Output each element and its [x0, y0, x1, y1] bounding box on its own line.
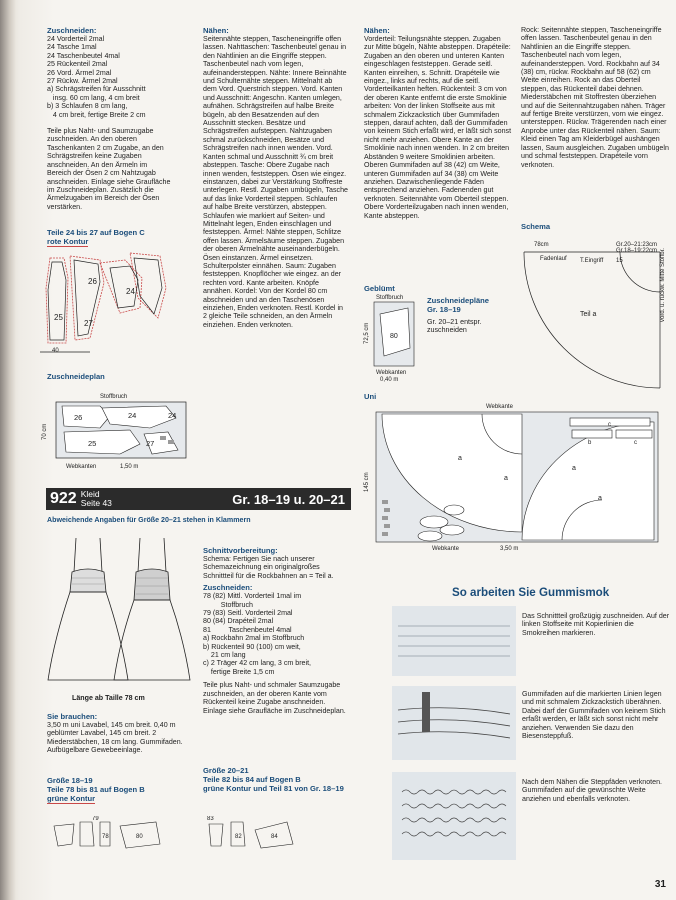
- zuschneideplaene-block: [427, 296, 512, 335]
- sie-brauchen-block: [47, 712, 187, 755]
- svg-text:78: 78: [102, 834, 109, 840]
- zuschneiden-heading: Zuschneiden:: [47, 26, 97, 35]
- smok-lines-3: [392, 772, 516, 860]
- schnittvorbereitung-block: [203, 546, 349, 718]
- naehen-block-2: [364, 26, 512, 220]
- svg-text:80: 80: [136, 834, 143, 840]
- zuschneideplaene-text: Gr. 20–21 entspr. zuschneiden: [427, 318, 482, 335]
- svg-text:24: 24: [126, 287, 135, 296]
- gebluemt-block: [364, 284, 424, 293]
- gebluemt-heading: Geblümt: [364, 284, 395, 293]
- smok-lines-2: [392, 686, 516, 760]
- model-number: 922: [50, 490, 77, 507]
- model-banner: [46, 488, 351, 510]
- abweichende-note: Abweichende Angaben für Größe 20–21 stehen in Klammern: [47, 516, 251, 524]
- zuschneideplan-heading-block: [47, 372, 167, 381]
- naehen-heading-1: Nähen:: [203, 26, 229, 35]
- svg-text:Gr.20–21:23cm: Gr.20–21:23cm: [616, 242, 658, 248]
- teil-heading-block: [47, 228, 177, 247]
- rote-kontur-label: rote Kontur: [47, 237, 89, 246]
- svg-text:a: a: [504, 475, 508, 482]
- naehen-text-2: Vorderteil: Teilungsnähte steppen. Zugaben zur Mitte bügeln, Nähte absteppen. Drapéteile: Zugaben an den oberen und unteren Kanten eingeschlagen feststeppen. Gerade seitl. Kanten einreihen, s. Schnitt. Drapéteile wie eingez., links auf rechts, auf die seitl. Vorderteilkanten heften. Rückenteil: 3 cm von der oberen Kante entfernt die erste Smoklinie arbeiten: Von der linken Stoffseite aus mit schmalem Zickzackstich über Gummifaden steppen, darauf achten, daß der Gummifaden von keinem Stich erfaßt wird, er läßt sich sonst nicht mehr anziehen. Obere Kante an der Smoklinie nach innen wenden. In 2 cm breiten Abständen 9 weitere Smoklinien arbeiten. Oberen Gummifaden auf 38 (42) cm Weite, unteren Gummifaden auf 34 (38) cm Weite anziehen. Dazwischenliegende Fäden entsprechend anziehen. Fadenenden gut verknoten. Seitennähte vom Oberteil steppen. Obere Vorderteilzugaben nach innen wenden, Kante absteppen.: [364, 35, 512, 220]
- svg-text:78cm: 78cm: [534, 242, 549, 248]
- uni-cutting-diagram: [362, 400, 662, 556]
- groesse-20-21-teil: Teile 82 bis 84 auf Bogen B: [203, 775, 301, 784]
- svg-text:a: a: [598, 495, 602, 502]
- schema-block: [521, 222, 581, 231]
- svg-text:vord. u. rückw. Mitte Stoffbr.: vord. u. rückw. Mitte Stoffbr.: [660, 248, 666, 322]
- small-pattern-pieces-1: [50, 816, 190, 854]
- zuschneiden-block: [47, 26, 173, 214]
- zuschneiden-heading-2: Zuschneiden:: [203, 583, 253, 593]
- naht-text-2: Teile plus Naht- und schmaler Saumzugabe zuschneiden, an der oberen Kante vom Rückenteil keine Zugabe anschneiden. Einlage siehe Graufläche im Zuschneideplan.: [203, 681, 346, 715]
- svg-text:Gr.18–19:22cm: Gr.18–19:22cm: [616, 248, 658, 254]
- svg-text:3,50 m: 3,50 m: [500, 546, 519, 552]
- svg-text:80: 80: [390, 333, 398, 340]
- gruene-kontur-label-1: grüne Kontur: [47, 794, 96, 803]
- schema-diagram: [520, 232, 672, 392]
- svg-text:Webkanten: Webkanten: [66, 464, 97, 470]
- rock-block: [521, 26, 669, 169]
- page-spine: [0, 0, 16, 900]
- svg-text:24: 24: [128, 411, 137, 420]
- svg-text:84: 84: [271, 834, 278, 840]
- svg-text:0,40 m: 0,40 m: [380, 377, 399, 382]
- gummismok-heading: So arbeiten Sie Gummismok: [452, 586, 610, 599]
- svg-text:40: 40: [52, 348, 59, 354]
- naht-text: Teile plus Naht- und Saumzugabe zuschneiden. An den oberen Taschenkanten 2 cm Zugabe, an den Schrägstreifen keine Zugaben anschneiden. An den Ärmeln im Bereich der Ösen 2 cm Nahtzugab anschneiden. Einlage siehe Graufläche im Zuschneideplan. Zusätzlich die Ärmelzugaben im Bereich der Ösen verstärken.: [47, 127, 171, 211]
- gummismok-step3-text: Nach dem Nähen die Steppfäden verknoten. Gummifaden auf die gewünschte Weite anziehen und ebenfalls verknoten.: [522, 778, 662, 803]
- svg-text:70 cm: 70 cm: [42, 423, 48, 440]
- zuschneideplan-diagram: [40, 388, 190, 472]
- svg-text:79: 79: [92, 816, 99, 822]
- svg-text:27: 27: [84, 319, 93, 328]
- sie-brauchen-heading: Sie brauchen:: [47, 712, 98, 721]
- svg-text:1,50 m: 1,50 m: [120, 464, 139, 470]
- gruene-kontur-label-2: grüne Kontur und Teil 81 von Gr. 18–19: [203, 784, 344, 793]
- naehen-block-1: [203, 26, 348, 329]
- svg-text:T.Eingriff: T.Eingriff: [580, 258, 604, 264]
- svg-text:b: b: [588, 440, 592, 446]
- model-page-ref: Seite 43: [80, 498, 112, 508]
- svg-text:24: 24: [168, 411, 177, 420]
- svg-text:Fadenlauf: Fadenlauf: [540, 256, 567, 262]
- svg-text:Webkanten: Webkanten: [376, 370, 407, 376]
- svg-text:a: a: [572, 465, 576, 472]
- svg-text:26: 26: [88, 277, 97, 286]
- rock-text: Rock: Seitennähte steppen, Tascheneingriffe offen lassen. Taschenbeutel genau in den Nahtlinien an die Eingriffe steppen. Taschenbeutel nach vorn legen, aufeinandersteppen. Vord. Rockbahn auf 34 (38) cm, rückw. Rockbahn auf 58 (62) cm Weite einreihen. Rock an das Oberteil steppen, das Rückenteil dabei dehnen. Miederstäbchen mit Stoffresten überziehen und auf die Seitennahtzugaben nähen. Träger auf fertige Breite verstürzen, vorn wie eingez. untersteppen. Rückw. Trägerenden nach einer Anprobe unter das Rückenteil nähen. Saum: Kleid einen Tag am Kleiderbügel aushängen lassen, Saum ausgleichen. Zugaben umbügeln und schmal feststeppen. Drapéteile vorn verknoten.: [521, 26, 669, 169]
- svg-text:15: 15: [616, 258, 623, 264]
- gummismok-step1-text: Das Schnittteil großzügig zuschneiden. Auf der linken Stoffseite mit Kopierlinien die Smokreihen markieren.: [522, 612, 670, 637]
- model-sizes: Gr. 18–19 u. 20–21: [232, 491, 345, 507]
- svg-text:25: 25: [54, 313, 63, 322]
- gummismok-step2-text: Gummifaden auf die markierten Linien legen und mit schmalem Zickzackstich überähnen. Dabei darf der Gummifaden von keinem Stich erfaßt werden, er läßt sich sonst nicht mehr anziehen. Verwenden Sie dazu den Biesensteppfuß.: [522, 690, 666, 741]
- sie-brauchen-text: 3,50 m uni Lavabel, 145 cm breit. 0,40 m geblümter Lavabel, 145 cm breit. 2 Miederstäbchen, 18 cm lang. Gummifaden. Aufbügelbare Gewebeeinlage.: [47, 721, 183, 755]
- groesse-20-21-heading: Größe 20–21: [203, 766, 249, 775]
- groesse-18-19-teil: Teile 78 bis 81 auf Bogen B: [47, 785, 145, 794]
- svg-text:c: c: [634, 440, 637, 446]
- svg-text:26: 26: [74, 413, 83, 422]
- page-number: 31: [654, 879, 666, 890]
- naehen-text-1: Seitennähte steppen, Tascheneingriffe offen lassen. Nahttaschen: Taschenbeutel genau in den Nahtlinien an die Eingriffe steppen. Taschenbeutel nach vorn legen, aufeinandersteppen. Nähte: Innere Beinnähte und Schulternähte steppen. Mittelnaht ab dem Vord. Querstrich steppen. Vord. Kanten und Ausschnitt: Angeschn. Kanten umlegen, aufnähen. Schrägstreifen auf halbe Breite bügeln, ab den Besatzenden auf den Ausschnitt stecken. Besätze und Schrägstreifen aufsteppen. Nahtzugaben schmal zurückschneiden, Besätze und Schrägstreifen nach innen wenden. Vord. Kanten schmal und Ausschnitt ¾ cm breit absteppen. Tasche: Obere Zugabe nach innen wenden, feststeppen. Ösen wie eingez. einstanzen, dabei zur Verstärkung Stoffreste unterlegen. Restl. Zugaben umbügeln, Tasche auf das linke Vorderteil steppen. Schlaufen auf halbe Breite verstürzen, absteppen. Schlaufen wie markiert auf Seiten- und Mittelnaht legen, Enden einschlagen und feststeppen. Ärmel: Nähte steppen, Schlitze offen lassen. Ärmelsäume steppen. Zugaben der oberen Ärmelnähte auseinanderbügeln. Ösen einstanzen. Ärmel einsetzen. Schulterpolster einnähen. Saum: Zugaben feststeppen. Knopflöcher wie eingez. an der rechten vord. Kante arbeiten. Knöpfe annähen. Kordel: Von der Kordel 80 cm abschneiden und an den Taschenösen einziehen, Enden verknoten. Restl. Kordel in 2 gleiche Teile schneiden, an den Ärmeln einziehen. Enden verknoten.: [203, 35, 348, 329]
- zuschneideplan-heading: Zuschneideplan: [47, 372, 105, 381]
- schnitt-pattern-diagram: [30, 248, 180, 358]
- groesse-18-19-heading: Größe 18–19: [47, 776, 93, 785]
- svg-text:Teil a: Teil a: [580, 311, 597, 318]
- groesse-20-21-block: [203, 766, 349, 793]
- zuschneiden-list-2: 78 (82) Mittl. Vorderteil 1mal im Stoffbruch 79 (83) Seitl. Vorderteil 2mal 80 (84) Drapéteil 2mal 81 Taschenbeutel 4mal a) Rockbahn 2mal im Stoffbruch b) Rückenteil 90 (100) cm weit, 21 cm lang c) 2 Träger 42 cm lang, 3 cm breit, fertige Breite 1,5 cm: [203, 592, 312, 676]
- svg-text:Webkante: Webkante: [486, 404, 513, 410]
- stoffbruch-label-1: Stoffbruch: [100, 394, 128, 400]
- smok-lines-1: [392, 606, 516, 676]
- zuschneiden-list: 24 Vorderteil 2mal 24 Tasche 1mal 24 Taschenbeutel 4mal 25 Rückenteil 2mal 26 Vord. Ärmel 2mal 27 Rückw. Ärmel 2mal a) Schrägstreifen für Ausschnitt insg. 60 cm lang, 4 cm breit b) 3 Schlaufen 8 cm lang, 4 cm breit, fertige Breite 2 cm: [47, 35, 146, 119]
- dress-illustration: [44, 530, 194, 690]
- naehen-heading-2: Nähen:: [364, 26, 390, 35]
- small-pattern-pieces-2: [205, 816, 345, 854]
- svg-text:145 cm: 145 cm: [364, 472, 370, 492]
- svg-text:Stoffbruch: Stoffbruch: [376, 295, 404, 301]
- model-title: Kleid: [80, 489, 100, 499]
- svg-text:27: 27: [146, 439, 155, 448]
- svg-text:72,5 cm: 72,5 cm: [364, 322, 370, 344]
- groesse-18-19-block: [47, 776, 187, 804]
- schema-heading: Schema: [521, 222, 551, 231]
- zuschneideplaene-subheading: Gr. 18–19: [427, 305, 461, 314]
- uni-heading: Uni: [364, 392, 377, 401]
- schnittvorbereitung-text: Schema: Fertigen Sie nach unserer Schemazeichnung ein originalgroßes Schnittteil für die Rockbahnen an = Teil a.: [203, 555, 334, 580]
- teil-24-27-heading: Teile 24 bis 27 auf Bogen C: [47, 228, 145, 237]
- laenge-label: Länge ab Taille 78 cm: [72, 694, 145, 702]
- svg-text:a: a: [458, 455, 462, 462]
- svg-text:83: 83: [207, 816, 214, 822]
- svg-text:25: 25: [88, 439, 97, 448]
- zuschneideplaene-heading: Zuschneidepläne: [427, 296, 490, 305]
- schnittvorbereitung-heading: Schnittvorbereitung:: [203, 546, 278, 555]
- gebluemt-diagram: [362, 294, 424, 382]
- svg-text:82: 82: [235, 834, 242, 840]
- svg-text:Webkante: Webkante: [432, 546, 459, 552]
- svg-text:c: c: [608, 422, 611, 428]
